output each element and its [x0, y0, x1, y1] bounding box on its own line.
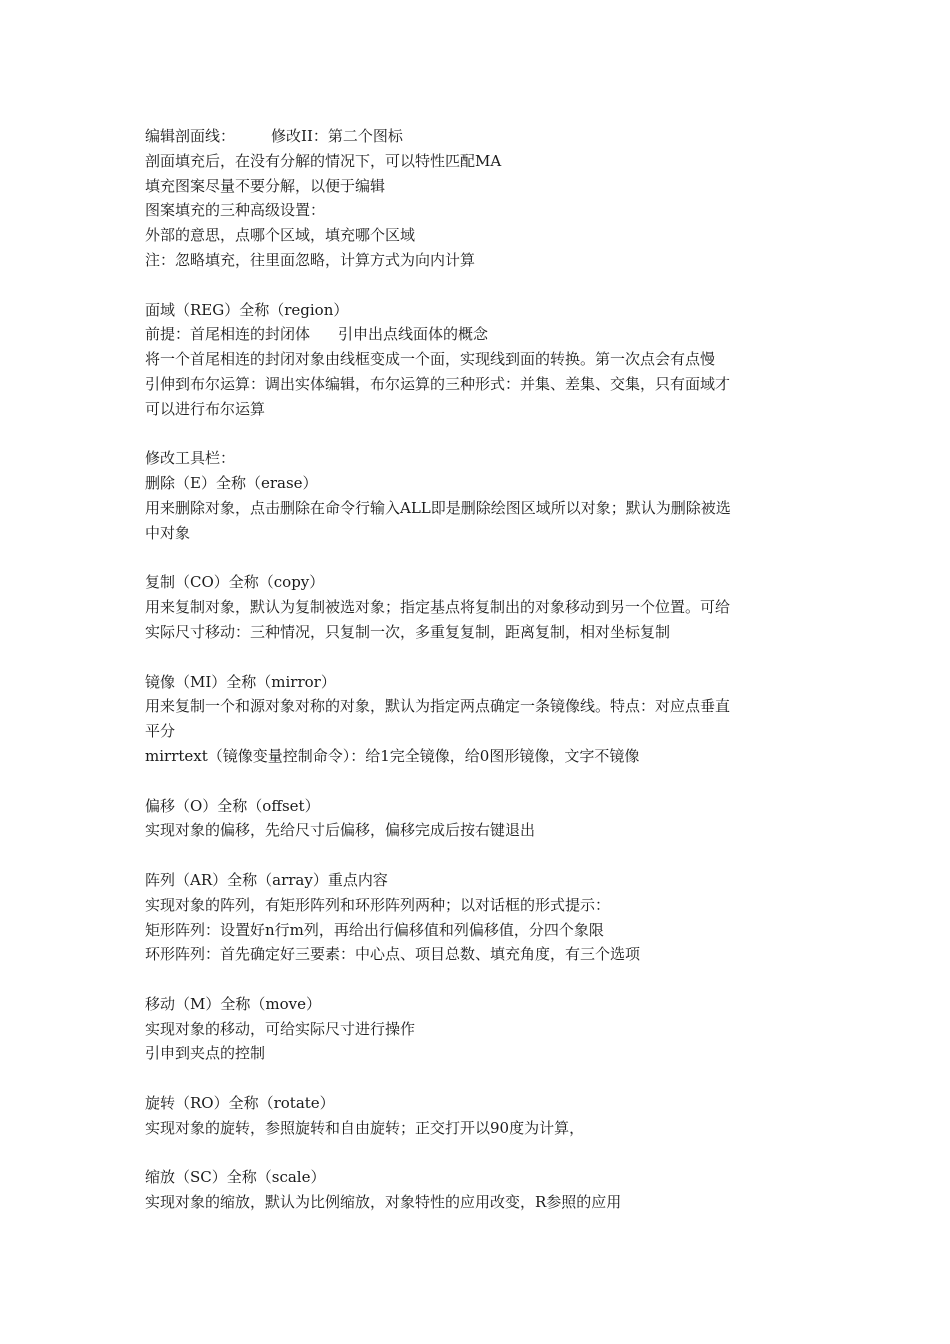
text-line: 剖面填充后，在没有分解的情况下，可以特性匹配MA [145, 151, 502, 170]
text-line: 用来删除对象，点击删除在命令行输入ALL即是删除绘图区域所以对象；默认为删除被选 [145, 498, 731, 517]
section-heading-offset: 偏移（O）全称（offset） [145, 796, 320, 815]
section-heading-region: 面域（REG）全称（region） [145, 300, 349, 319]
text-line: 实现对象的阵列，有矩形阵列和环形阵列两种；以对话框的形式提示： [145, 895, 611, 914]
section-heading-rotate: 旋转（RO）全称（rotate） [145, 1094, 335, 1113]
text-line: 编辑剖面线： 修改II：第二个图标 [145, 127, 403, 145]
text-line: 实现对象的旋转，参照旋转和自由旋转；正交打开以90度为计算， [145, 1118, 585, 1137]
text-line: 用来复制一个和源对象对称的对象，默认为指定两点确定一条镜像线。特点：对应点垂直 [145, 697, 731, 716]
text-line: 填充图案尽量不要分解，以便于编辑 [145, 176, 386, 195]
text-line: 可以进行布尔运算 [145, 399, 266, 418]
section-heading-array: 阵列（AR）全称（array）重点内容 [145, 870, 388, 889]
text-line: 实际尺寸移动：三种情况，只复制一次，多重复复制，距离复制，相对坐标复制 [145, 622, 671, 641]
text-line: 实现对象的偏移，先给尺寸后偏移，偏移完成后按右键退出 [145, 821, 536, 840]
section-heading-move: 移动（M）全称（move） [145, 994, 321, 1013]
text-line: 中对象 [145, 523, 191, 542]
text-line: 前提：首尾相连的封闭体 引申出点线面体的概念 [145, 325, 489, 344]
text-line: 用来复制对象，默认为复制被选对象；指定基点将复制出的对象移动到另一个位置。可给 [145, 598, 731, 617]
section-heading-erase: 删除（E）全称（erase） [145, 474, 318, 493]
text-line: 将一个首尾相连的封闭对象由线框变成一个面，实现线到面的转换。第一次点会有点慢 [145, 350, 716, 369]
text-line: 引伸到布尔运算：调出实体编辑，布尔运算的三种形式：并集、差集、交集，只有面域才 [145, 374, 731, 393]
text-line: 环形阵列：首先确定好三要素：中心点、项目总数、填充角度，有三个选项 [145, 945, 641, 964]
section-heading-mirror: 镜像（MI）全称（mirror） [145, 672, 336, 691]
text-line: mirrtext（镜像变量控制命令）：给1完全镜像，给0图形镜像，文字不镜像 [145, 746, 640, 765]
text-line: 注：忽略填充，往里面忽略，计算方式为向内计算 [145, 250, 476, 269]
text-line: 平分 [145, 722, 176, 741]
document-page [145, 124, 815, 1215]
text-line: 实现对象的移动，可给实际尺寸进行操作 [145, 1019, 416, 1038]
text-line: 图案填充的三种高级设置： [145, 201, 326, 220]
text-line: 实现对象的缩放，默认为比例缩放，对象特性的应用改变，R参照的应用 [145, 1193, 622, 1212]
section-heading-copy: 复制（CO）全称（copy） [145, 573, 325, 592]
text-line: 引申到夹点的控制 [145, 1044, 266, 1063]
text-line: 外部的意思，点哪个区域，填充哪个区域 [145, 226, 416, 245]
text-line: 矩形阵列：设置好n行m列，再给出行偏移值和列偏移值，分四个象限 [145, 920, 604, 939]
section-heading-modify-toolbar: 修改工具栏： [145, 449, 236, 468]
section-heading-scale: 缩放（SC）全称（scale） [145, 1168, 326, 1187]
